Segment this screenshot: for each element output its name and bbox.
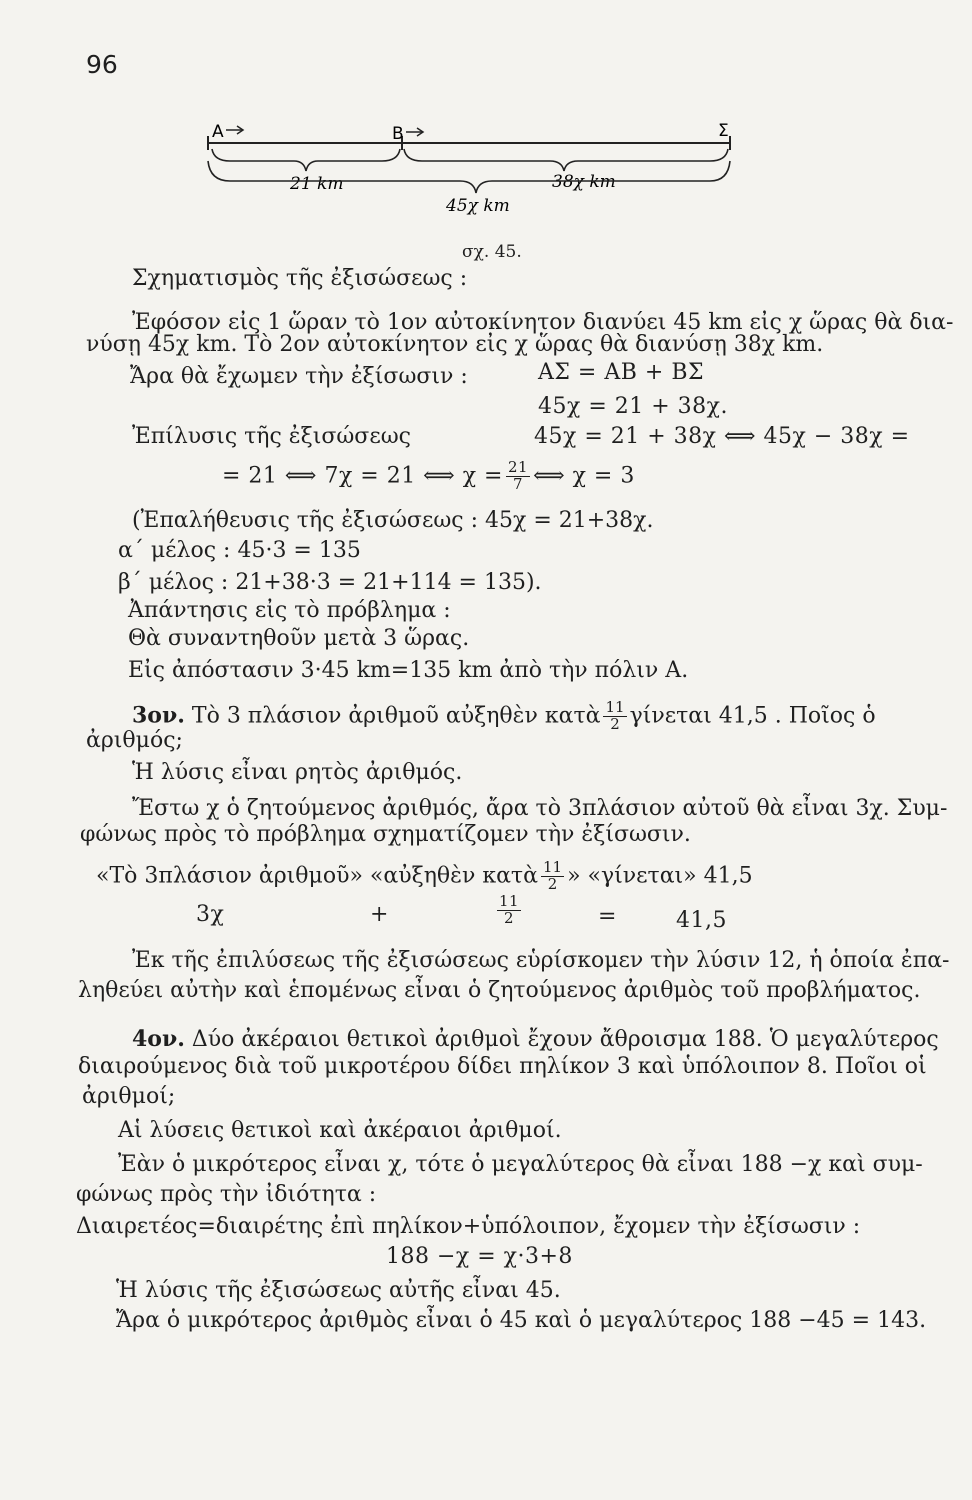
text-line: Ἄρα ὁ μικρότερος ἀριθμὸς εἶναι ὁ 45 καὶ ὁ μεγαλύτερος 188 −45 = 143.	[116, 1308, 927, 1333]
seg-bs-label: 38χ km	[552, 172, 616, 192]
fraction-numerator: 11	[605, 698, 625, 716]
text-line: Ἔστω χ ὁ ζητούμενος ἀριθμός, ἄρα τὸ 3πλάσιον αὐτοῦ θὰ εἶναι 3χ. Συμ-	[132, 796, 948, 821]
fraction-denominator: 2	[547, 874, 558, 893]
text-line: ληθεύει αὐτὴν καὶ ἑπομένως εἶναι ὁ ζητούμενος ἀριθμὸς τοῦ προβλήματος.	[78, 978, 921, 1003]
seg-ab-label: 21 km	[290, 174, 344, 194]
text-line: ἀριθμοί;	[82, 1084, 176, 1109]
equation: = 21 ⟺ 7χ = 21 ⟺ χ =	[222, 463, 503, 489]
text-line: διαιρούμενος διὰ τοῦ μικροτέρου δίδει πηλίκον 3 καὶ ὑπόλοιπον 8. Ποῖοι οἱ	[78, 1054, 927, 1079]
verification-line: (Ἐπαλήθευσις τῆς ἐξισώσεως : 45χ = 21+38χ.	[132, 508, 654, 533]
text-line: Θὰ συναντηθοῦν μετὰ 3 ὥρας.	[128, 626, 470, 651]
equation: 45χ = 21 + 38χ.	[538, 394, 728, 419]
fraction-numerator: 21	[507, 458, 529, 476]
equation: 45χ = 21 + 38χ ⟺ 45χ − 38χ =	[534, 424, 910, 449]
equation: ⟺ χ = 3	[533, 463, 635, 489]
text-span: Τὸ 3 πλάσιον ἀριθμοῦ αὐξηθὲν κατὰ	[191, 703, 601, 729]
solution-heading: Ἐπίλυσις τῆς ἐξισώσεως	[132, 424, 411, 449]
equation: ΑΣ = ΑΒ + ΒΣ	[538, 360, 705, 385]
seg-as-label: 45χ km	[446, 196, 510, 216]
equation-term: =	[598, 904, 617, 929]
text-line: νύσῃ 45χ km. Τὸ 2ον αὐτοκίνητον εἰς χ ὥρας θὰ διανύσῃ 38χ km.	[86, 332, 824, 357]
label-b: B	[392, 124, 404, 144]
equation-term: +	[370, 902, 389, 927]
fraction-denominator: 2	[504, 908, 515, 927]
text-line: Ἡ λύσις εἶναι ρητὸς ἀριθμός.	[132, 760, 463, 785]
brace-ab	[212, 149, 400, 171]
equation: 188 −χ = χ·3+8	[386, 1244, 573, 1269]
equation-fraction	[494, 894, 524, 927]
problem-label: 4ον.	[132, 1026, 185, 1052]
page-number: 96	[86, 50, 118, 79]
text-line: ἀριθμός;	[86, 728, 183, 753]
fraction	[541, 860, 564, 893]
text-line: Αἱ λύσεις θετικοὶ καὶ ἀκέραιοι ἀριθμοί.	[118, 1118, 562, 1143]
equation-words-line	[96, 860, 753, 893]
equation-term: 3χ	[196, 902, 225, 927]
equation-term: 41,5	[676, 908, 727, 933]
fraction-denominator: 7	[513, 474, 524, 493]
text-line: Ἡ λύσις τῆς ἐξισώσεως αὐτῆς εἶναι 45.	[116, 1278, 561, 1303]
equation-row	[222, 460, 635, 493]
problem-label: 3ον.	[132, 702, 185, 729]
fraction	[506, 460, 530, 493]
text-line: Εἰς ἀπόστασιν 3·45 km=135 km ἀπὸ τὴν πόλιν Α.	[128, 658, 689, 683]
text-line: Ἐὰν ὁ μικρότερος εἶναι χ, τότε ὁ μεγαλύτερος θὰ εἶναι 188 −χ καὶ συμ-	[118, 1152, 923, 1177]
text-line: Ἐφόσον εἰς 1 ὥραν τὸ 1ον αὐτοκίνητον διανύει 45 km εἰς χ ὥρας θὰ δια-	[132, 310, 954, 335]
brace-bs	[404, 149, 728, 171]
brace-as	[208, 161, 730, 193]
label-a: A	[212, 122, 224, 142]
fraction-numerator: 11	[542, 858, 563, 876]
text-span: «Τὸ 3πλάσιον ἀριθμοῦ» «αὐξηθὲν κατὰ	[96, 863, 538, 889]
text-line: α΄ μέλος : 45·3 = 135	[118, 538, 361, 563]
fraction-denominator: 2	[610, 714, 620, 733]
text-line: φώνως πρὸς τὴν ἰδιότητα :	[76, 1182, 377, 1207]
text-span: γίνεται 41,5 . Ποῖος ὁ	[629, 703, 876, 729]
text-line: Διαιρετέος=διαιρέτης ἐπὶ πηλίκον+ὑπόλοιπον, ἔχομεν τὴν ἐξίσωσιν :	[76, 1214, 861, 1239]
figure-caption: σχ. 45.	[462, 242, 522, 262]
text-line: β΄ μέλος : 21+38·3 = 21+114 = 135).	[118, 570, 542, 595]
line-formation-heading: Σχηματισμὸς τῆς ἐξισώσεως :	[132, 266, 468, 291]
fraction-numerator: 11	[499, 892, 520, 910]
problem-3-line	[132, 700, 876, 733]
label-s: Σ	[718, 121, 729, 141]
fraction	[497, 894, 521, 927]
fraction	[603, 700, 626, 733]
distance-diagram	[190, 115, 750, 225]
text-line: φώνως πρὸς τὸ πρόβλημα σχηματίζομεν τὴν ἐξίσωσιν.	[80, 822, 691, 847]
text-line: Ἄρα θὰ ἔχωμεν τὴν ἐξίσωσιν :	[130, 364, 468, 389]
problem-4-line	[132, 1028, 939, 1051]
text-span: » «γίνεται» 41,5	[567, 863, 753, 889]
text-span: Δύο ἀκέραιοι θετικοὶ ἀριθμοὶ ἔχουν ἄθροισμα 188. Ὁ μεγαλύτερος	[191, 1027, 939, 1052]
text-line: Ἐκ τῆς ἐπιλύσεως τῆς ἐξισώσεως εὑρίσκομεν τὴν λύσιν 12, ἡ ὁποία ἐπα-	[132, 948, 950, 973]
answer-heading: Ἀπάντησις εἰς τὸ πρόβλημα :	[128, 598, 451, 623]
